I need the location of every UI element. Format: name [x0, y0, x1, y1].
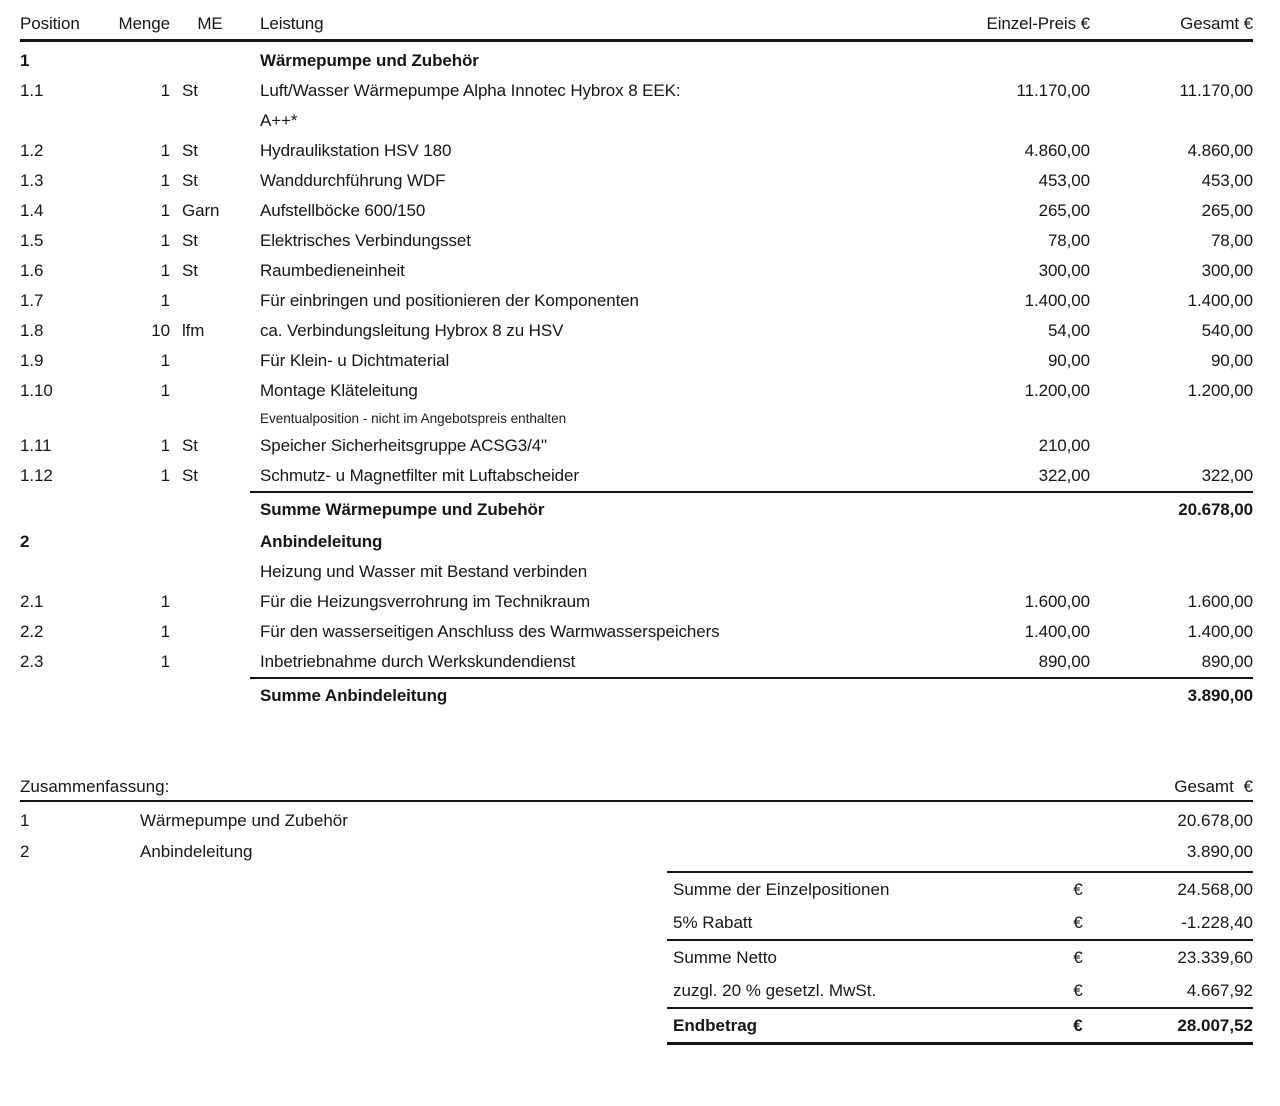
- leistung-line: Für die Heizungsverrohrung im Technikraum: [260, 592, 591, 611]
- col-menge: 1: [160, 291, 170, 310]
- item-row: [20, 647, 1253, 677]
- leistung-line: Anbindeleitung: [260, 532, 383, 551]
- section-row: [20, 46, 1253, 76]
- col-gesamt: 1.600,00: [1187, 592, 1253, 611]
- totals-row: [667, 906, 1253, 939]
- col-me: [170, 46, 250, 76]
- totals-amount: 28.007,52: [1177, 1016, 1253, 1035]
- col-menge: 1: [160, 261, 170, 280]
- col-position: 2.1: [20, 592, 44, 611]
- col-me: [170, 587, 250, 617]
- col-einzel-preis: [895, 527, 1090, 557]
- col-leistung: [250, 677, 895, 713]
- summary-gesamt-header: Gesamt €: [1174, 777, 1253, 796]
- col-einzel-preis: [895, 491, 1090, 527]
- col-leistung: [250, 166, 895, 196]
- leistung-line: A++*: [260, 111, 298, 130]
- item-row: [20, 226, 1253, 256]
- col-menge: 1: [160, 171, 170, 190]
- leistung-line: Für einbringen und positionieren der Komponenten: [260, 291, 639, 310]
- leistung-line: Elektrisches Verbindungsset: [260, 231, 471, 250]
- col-leistung: [250, 316, 895, 346]
- col-leistung: [250, 617, 895, 647]
- summary-label: Wärmepumpe und Zubehör: [140, 811, 348, 830]
- col-leistung: [250, 46, 895, 76]
- summary-pos: 2: [20, 842, 30, 861]
- totals-rows: [667, 873, 1253, 1042]
- item-row: [20, 376, 1253, 431]
- col-leistung: [250, 527, 895, 557]
- col-menge: 1: [160, 351, 170, 370]
- col-gesamt: 322,00: [1201, 466, 1253, 485]
- col-menge: 10: [151, 321, 170, 340]
- col-gesamt: 265,00: [1201, 201, 1253, 220]
- summary-row: [20, 805, 1253, 836]
- currency-symbol: €: [1073, 913, 1083, 932]
- col-menge: 1: [160, 436, 170, 455]
- col-gesamt: [1090, 527, 1253, 557]
- col-einzel-preis: [895, 46, 1090, 76]
- totals-amount: 23.339,60: [1177, 948, 1253, 967]
- col-menge: [115, 527, 170, 557]
- item-row: [20, 346, 1253, 376]
- totals-label: Endbetrag: [673, 1016, 758, 1035]
- col-leistung: [250, 461, 895, 491]
- col-menge: 1: [160, 652, 170, 671]
- leistung-line: Wärmepumpe und Zubehör: [260, 51, 479, 70]
- summary-title: Zusammenfassung:: [20, 777, 170, 796]
- col-position: 1.4: [20, 201, 44, 220]
- col-me: St: [182, 141, 198, 160]
- col-menge: [115, 491, 170, 527]
- item-row: [20, 76, 1253, 136]
- col-gesamt: 20.678,00: [1090, 491, 1253, 527]
- leistung-line: Für den wasserseitigen Anschluss des Warmwasserspeichers: [260, 622, 720, 641]
- summary-section: [20, 773, 1253, 1045]
- col-leistung: [250, 557, 895, 587]
- col-einzel-preis: 54,00: [1047, 321, 1090, 340]
- col-einzel-preis: 78,00: [1047, 231, 1090, 250]
- totals-label: Summe der Einzelpositionen: [673, 880, 890, 899]
- col-leistung: [250, 376, 895, 431]
- summary-amount: 3.890,00: [1186, 842, 1253, 861]
- col-me: [170, 491, 250, 527]
- col-gesamt: 453,00: [1201, 171, 1253, 190]
- col-menge: 1: [160, 81, 170, 100]
- leistung-line: Montage Kläteleitung: [260, 381, 418, 400]
- item-row: [20, 256, 1253, 286]
- totals-amount: 4.667,92: [1186, 981, 1253, 1000]
- col-leistung: [250, 226, 895, 256]
- col-position: 1.7: [20, 291, 44, 310]
- col-leistung: [250, 431, 895, 461]
- col-position: [20, 491, 115, 527]
- col-leistung: [250, 647, 895, 677]
- leistung-line: Summe Anbindeleitung: [260, 686, 448, 705]
- col-me: St: [182, 231, 198, 250]
- col-position: 1.9: [20, 351, 44, 370]
- col-leistung: [250, 286, 895, 316]
- col-position: 1: [20, 51, 30, 70]
- item-row: [20, 286, 1253, 316]
- leistung-line: Schmutz- u Magnetfilter mit Luftabscheider: [260, 466, 579, 485]
- col-einzel-preis: 210,00: [1038, 436, 1090, 455]
- col-position: [20, 557, 115, 587]
- col-einzel-preis: 11.170,00: [1016, 81, 1090, 100]
- leistung-line: Wanddurchführung WDF: [260, 171, 446, 190]
- totals-amount: 24.568,00: [1177, 880, 1253, 899]
- col-menge: 1: [160, 381, 170, 400]
- items-table: [20, 8, 1253, 713]
- col-leistung: [250, 196, 895, 226]
- col-gesamt: 300,00: [1201, 261, 1253, 280]
- item-row: [20, 166, 1253, 196]
- leistung-line: Inbetriebnahme durch Werkskundendienst: [260, 652, 576, 671]
- col-einzel-preis: 265,00: [1038, 201, 1090, 220]
- totals-row: [667, 939, 1253, 974]
- col-leistung: [250, 346, 895, 376]
- item-row: [20, 461, 1253, 491]
- col-gesamt: 1.400,00: [1187, 291, 1253, 310]
- col-menge: 1: [160, 231, 170, 250]
- col-leistung: [250, 256, 895, 286]
- col-me: [170, 617, 250, 647]
- col-gesamt: 11.170,00: [1179, 81, 1253, 100]
- currency-symbol: €: [1073, 981, 1083, 1000]
- col-me: St: [182, 261, 198, 280]
- summary-amount: 20.678,00: [1177, 811, 1253, 830]
- header-position: Position: [20, 14, 80, 33]
- col-leistung: [250, 76, 895, 136]
- col-me: Garn: [182, 201, 220, 220]
- header-rule: [20, 39, 1253, 42]
- item-row: [20, 587, 1253, 617]
- col-einzel-preis: 1.400,00: [1024, 622, 1090, 641]
- col-me: lfm: [182, 321, 205, 340]
- col-gesamt: [1090, 557, 1253, 587]
- col-position: 2: [20, 532, 30, 551]
- col-position: 1.1: [20, 81, 44, 100]
- header-einzel-preis: Einzel-Preis €: [986, 14, 1090, 33]
- col-menge: 1: [160, 622, 170, 641]
- col-position: 1.10: [20, 381, 53, 400]
- col-position: 1.5: [20, 231, 44, 250]
- col-position: [20, 677, 115, 713]
- col-gesamt: 90,00: [1210, 351, 1253, 370]
- items-rows: [20, 46, 1253, 713]
- col-menge: 1: [160, 592, 170, 611]
- leistung-line: Luft/Wasser Wärmepumpe Alpha Innotec Hybrox 8 EEK:: [260, 81, 681, 100]
- col-me: [170, 286, 250, 316]
- summary-rows: [20, 805, 1253, 867]
- col-einzel-preis: [895, 557, 1090, 587]
- note-text: Eventualposition - nicht im Angebotspreis enthalten: [260, 411, 567, 426]
- sum-row: [20, 677, 1253, 713]
- header-menge: Menge: [118, 14, 170, 33]
- summary-row: [20, 836, 1253, 867]
- summary-label: Anbindeleitung: [140, 842, 253, 861]
- totals-amount: -1.228,40: [1181, 913, 1253, 932]
- leistung-line: ca. Verbindungsleitung Hybrox 8 zu HSV: [260, 321, 564, 340]
- col-einzel-preis: 4.860,00: [1024, 141, 1090, 160]
- col-gesamt: [1090, 46, 1253, 76]
- summary-rule: [20, 800, 1253, 802]
- col-menge: 1: [160, 466, 170, 485]
- col-einzel-preis: 322,00: [1038, 466, 1090, 485]
- col-gesamt: 78,00: [1210, 231, 1253, 250]
- col-einzel-preis: 453,00: [1038, 171, 1090, 190]
- currency-symbol: €: [1073, 948, 1083, 967]
- col-gesamt: [1090, 431, 1253, 461]
- col-position: 1.11: [20, 436, 52, 455]
- col-leistung: [250, 587, 895, 617]
- col-me: [170, 677, 250, 713]
- sum-row: [20, 491, 1253, 527]
- col-einzel-preis: [895, 677, 1090, 713]
- col-position: 2.2: [20, 622, 44, 641]
- col-me: [170, 557, 250, 587]
- totals-row: [667, 873, 1253, 906]
- item-row: [20, 196, 1253, 226]
- col-gesamt: 3.890,00: [1090, 677, 1253, 713]
- summary-pos: 1: [20, 811, 30, 830]
- col-einzel-preis: 90,00: [1047, 351, 1090, 370]
- summary-header: [20, 773, 1253, 800]
- col-me: [170, 527, 250, 557]
- col-gesamt: 1.200,00: [1187, 381, 1253, 400]
- col-me: [170, 647, 250, 677]
- col-einzel-preis: 890,00: [1038, 652, 1090, 671]
- totals-label: 5% Rabatt: [673, 913, 753, 932]
- leistung-line: Aufstellböcke 600/150: [260, 201, 426, 220]
- currency-symbol: €: [1073, 880, 1083, 899]
- col-position: 1.3: [20, 171, 44, 190]
- col-gesamt: 1.400,00: [1187, 622, 1253, 641]
- leistung-line: Speicher Sicherheitsgruppe ACSG3/4": [260, 436, 547, 455]
- item-row: [20, 617, 1253, 647]
- item-row: [20, 136, 1253, 166]
- section-row: [20, 527, 1253, 557]
- col-einzel-preis: 300,00: [1038, 261, 1090, 280]
- col-me: [170, 346, 250, 376]
- header-me: ME: [197, 14, 223, 33]
- col-leistung: [250, 491, 895, 527]
- col-me: [170, 376, 250, 431]
- col-menge: 1: [160, 141, 170, 160]
- items-table-header: [20, 8, 1253, 39]
- leistung-line: Hydraulikstation HSV 180: [260, 141, 452, 160]
- leistung-line: Raumbedieneinheit: [260, 261, 405, 280]
- col-position: 1.2: [20, 141, 44, 160]
- item-row: [20, 431, 1253, 461]
- header-leistung: Leistung: [260, 14, 324, 33]
- totals-row: [667, 1007, 1253, 1042]
- col-position: 1.8: [20, 321, 44, 340]
- col-menge: 1: [160, 201, 170, 220]
- col-me: St: [182, 436, 198, 455]
- totals-box: [667, 871, 1253, 1045]
- col-me: St: [182, 171, 198, 190]
- col-einzel-preis: 1.600,00: [1024, 592, 1090, 611]
- totals-row: [667, 974, 1253, 1007]
- leistung-line: Summe Wärmepumpe und Zubehör: [260, 500, 545, 519]
- col-gesamt: 540,00: [1201, 321, 1253, 340]
- col-einzel-preis: 1.400,00: [1024, 291, 1090, 310]
- totals-label: Summe Netto: [673, 948, 777, 967]
- item-row: [20, 316, 1253, 346]
- col-menge: [115, 677, 170, 713]
- col-gesamt: 4.860,00: [1187, 141, 1253, 160]
- leistung-line: Heizung und Wasser mit Bestand verbinden: [260, 562, 588, 581]
- col-einzel-preis: 1.200,00: [1024, 381, 1090, 400]
- leistung-line: Für Klein- u Dichtmaterial: [260, 351, 450, 370]
- col-me: St: [182, 81, 198, 100]
- header-gesamt: Gesamt €: [1180, 14, 1253, 33]
- col-position: 1.6: [20, 261, 44, 280]
- col-position: 1.12: [20, 466, 53, 485]
- currency-symbol: €: [1073, 1016, 1083, 1035]
- col-position: 2.3: [20, 652, 44, 671]
- totals-label: zuzgl. 20 % gesetzl. MwSt.: [673, 981, 877, 1000]
- col-me: St: [182, 466, 198, 485]
- col-gesamt: 890,00: [1201, 652, 1253, 671]
- col-leistung: [250, 136, 895, 166]
- plain-row: [20, 557, 1253, 587]
- col-menge: [115, 557, 170, 587]
- col-menge: [115, 46, 170, 76]
